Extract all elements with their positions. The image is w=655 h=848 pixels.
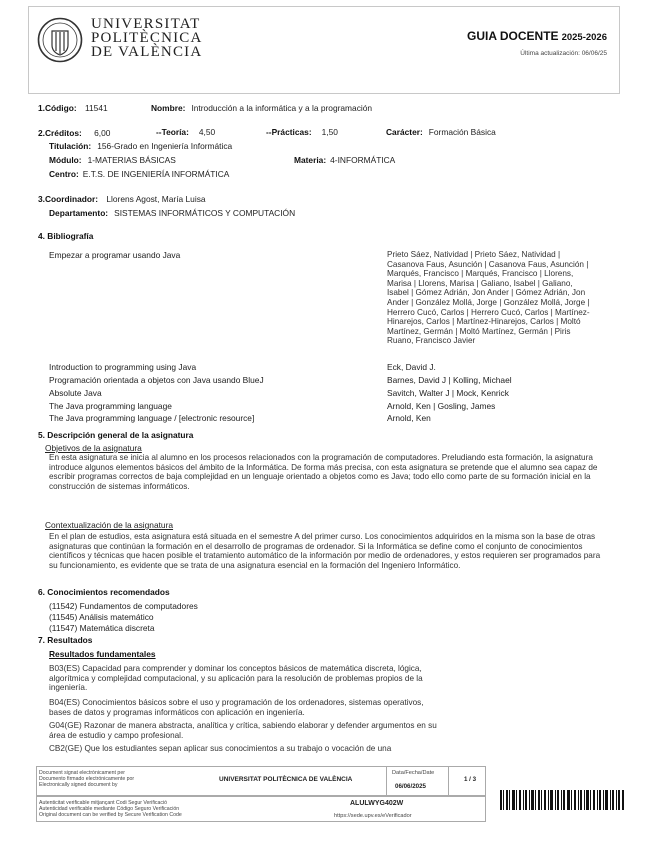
objectives-subtitle: Objetivos de la asignatura [45, 443, 142, 453]
footer-divider [386, 766, 387, 796]
recommended-course: (11545) Análisis matemático [49, 612, 154, 622]
section-6-title: 6. Conocimientos recomendados [38, 587, 170, 597]
results-subtitle: Resultados fundamentales [49, 649, 156, 659]
signer-org: UNIVERSITAT POLITÈCNICA DE VALÈNCIA [219, 776, 353, 783]
page-number: 1 / 3 [464, 776, 477, 783]
section-3-coordinador: 3.Coordinador: Llorens Agost, María Luisa [38, 194, 206, 204]
section-2-centro: Centro: E.T.S. DE INGENIERÍA INFORMÁTICA [49, 169, 230, 179]
footer-divider [448, 766, 449, 796]
section-7-title: 7. Resultados [38, 635, 93, 645]
result-item: B03(ES) Capacidad para comprender y dominar los conceptos básicos de matemática discreta, lógica, algorítmica y complejidad computacional, y su aplicación para la resolución de problemas propios de la ingeniería. [49, 664, 423, 693]
book-title: Programación orientada a objetos con Java usando BlueJ [49, 375, 264, 385]
result-item: G04(GE) Razonar de manera abstracta, analítica y crítica, sabiendo elaborar y defender argumentos en su área de estudio y campo profesional. [49, 721, 437, 740]
book-title: The Java programming language [49, 401, 172, 411]
sign-date: 06/06/2025 [395, 783, 426, 790]
section-2-materia: Materia: 4-INFORMÁTICA [294, 155, 396, 165]
book-title: Empezar a programar usando Java [49, 250, 181, 260]
section-4-title: 4. Bibliografía [38, 231, 94, 241]
verification-url[interactable]: https://sede.upv.es/eVerificador [334, 813, 412, 819]
book-authors: Eck, David J. [387, 362, 436, 372]
recommended-course: (11547) Matemática discreta [49, 623, 155, 633]
section-3-departamento: Departamento: SISTEMAS INFORMÁTICOS Y COMPUTACIÓN [49, 208, 296, 218]
signed-by-label: Document signat electrònicament per Documento firmado electrónicamente por Electronically signed document by [39, 770, 135, 788]
context-subtitle: Contextualización de la asignatura [45, 520, 174, 530]
signature-footer [28, 766, 628, 824]
university-name: UNIVERSITAT POLITÈCNICA DE VALÈNCIA [91, 16, 203, 60]
date-label: Data/Fecha/Date [392, 770, 435, 776]
section-2-teoria: --Teoría: 4,50 [156, 127, 216, 137]
section-2-modulo: Módulo: 1-MATERIAS BÁSICAS [49, 155, 176, 165]
book-authors: Arnold, Ken | Gosling, James [387, 401, 496, 411]
result-item: B04(ES) Conocimientos básicos sobre el uso y programación de los ordenadores, sistemas operativos, bases de datos y programas informáticos con aplicación en ingeniería. [49, 698, 424, 717]
section-2-credits: 2.Créditos: 6,00 [38, 128, 111, 138]
section-2-practicas: --Prácticas: 1,50 [266, 127, 338, 137]
document-title: GUIA DOCENTE 2025-2026 [467, 29, 607, 43]
recommended-course: (11542) Fundamentos de computadores [49, 601, 198, 611]
section-1-name: Nombre: Introducción a la informática y a la programación [151, 103, 373, 113]
section-2-caracter: Carácter: Formación Básica [386, 127, 496, 137]
book-title: The Java programming language / [electronic resource] [49, 413, 255, 423]
book-authors: Barnes, David J | Kolling, Michael [387, 375, 512, 385]
verification-code: ALULWYG402W [350, 800, 404, 807]
objectives-text: En esta asignatura se inicia al alumno en los procesos relacionados con la programación de computadores. Preludiando esta formación, la asignatura introduce algunos elementos básicos del ámbito de la Informática. De forma más precisa, con esta asignatura se pretende que el alumno sea capaz de escribir programas correctos de baja complejidad en un lenguaje orientado a objetos como es Java; todo ello como parte de su formación inicial en la construcción de sistemas informáticos. [49, 453, 598, 491]
section-1-code: 1.Código: 11541 [38, 103, 108, 113]
section-5-title: 5. Descripción general de la asignatura [38, 430, 194, 440]
book-title: Absolute Java [49, 388, 102, 398]
document-header [28, 6, 620, 94]
upv-seal-logo [37, 17, 83, 63]
book-title: Introduction to programming using Java [49, 362, 197, 372]
book-authors: Savitch, Walter J | Mock, Kenrick [387, 388, 509, 398]
book-authors: Arnold, Ken [387, 413, 431, 423]
verification-label: Autenticitat verificable mitjançant Codi Segur Verificació Autenticidad verificable mediante Código Seguro Verificación Original document can be verified by Secure Verification Code [39, 800, 182, 818]
barcode [500, 790, 624, 810]
result-item: CB2(GE) Que los estudiantes sepan aplicar sus conocimientos a su trabajo o vocación de una [49, 744, 392, 753]
section-2-titulacion: Titulación: 156-Grado en Ingeniería Informática [49, 141, 233, 151]
context-text: En el plan de estudios, esta asignatura está situada en el semestre A del primer curso. Los conocimientos adquiridos en la misma son la base de otras asignaturas que continúan la formación en el desarrollo de programas de ordenador. Si la Informática se define como el conjunto de conocimientos científicos y técnicas que hacen posible el tratamiento automático de la información por medio de ordenadores, y estos requieren ser programados para su funcionamiento, es evidente que se trata de una asignatura esencial en la formación del Ingeniero Informático. [49, 532, 601, 570]
last-updated: Última actualización: 06/06/25 [520, 50, 607, 57]
book-authors: Prieto Sáez, Natividad | Prieto Sáez, Natividad | Casanova Faus, Asunción | Casanova Faus, Asunción | Marqués, Francisco | Marqués, Francisco | Llorens, Marisa | Llorens, Marisa | Galiano, Isabel | Galiano, Isabel | Gómez Adrián, Jon Ander | Gómez Adrián, Jon Ander | González Mollá, Jorge | González Mollá, Jorge | Herrero Cucó, Carlos | Herrero Cucó, Carlos | Martínez-Hinarejos, Carlos | Martínez-Hinarejos, Carlos | Moltó Martínez, Germán | Moltó Martínez, Germán | Piris Ruano, Francisco Javier [387, 250, 590, 346]
